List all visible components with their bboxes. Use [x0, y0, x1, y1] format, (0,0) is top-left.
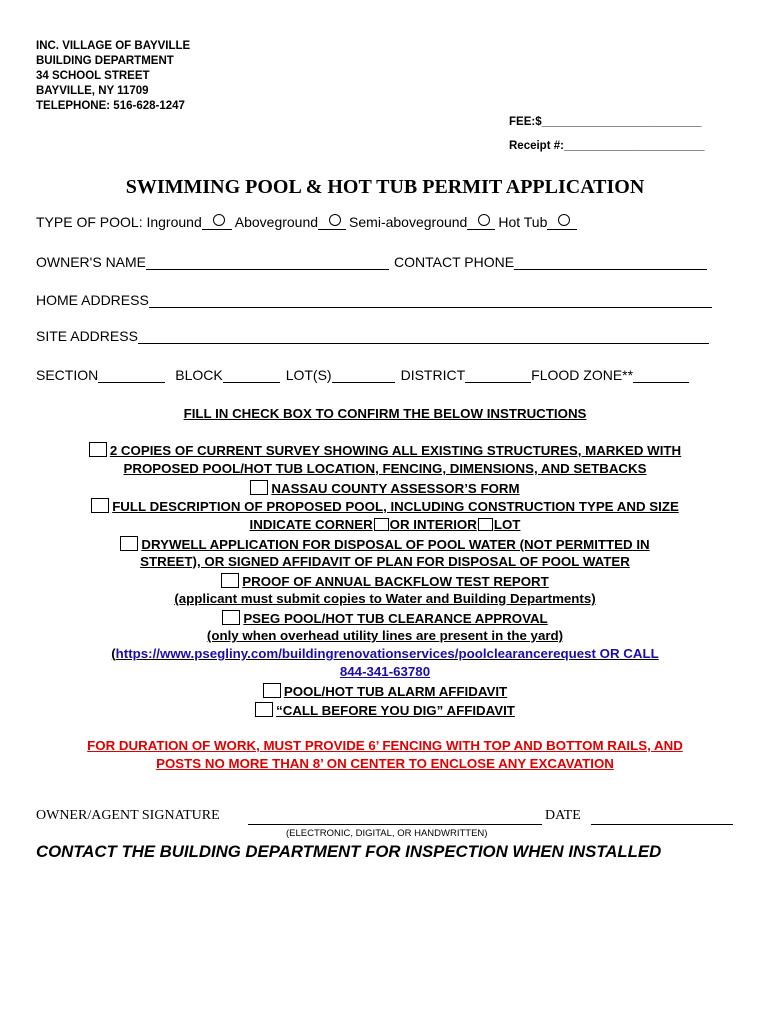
- dig-line: [0, 702, 770, 718]
- block-label: BLOCK: [175, 367, 223, 383]
- home-address-row: [36, 292, 712, 308]
- site-address-field[interactable]: [138, 329, 709, 344]
- hot-tub-radio[interactable]: [558, 214, 570, 226]
- pool-type-row: [36, 214, 577, 230]
- district-field[interactable]: [465, 368, 531, 383]
- backflow-line: [0, 573, 770, 589]
- corner-text: INDICATE CORNER: [249, 517, 373, 532]
- owner-name-field[interactable]: [146, 255, 389, 270]
- site-address-label: SITE ADDRESS: [36, 328, 138, 344]
- assessor-text: NASSAU COUNTY ASSESSOR’S FORM: [271, 481, 520, 496]
- pseg-link[interactable]: https://www.psegliny.com/buildingrenovationservices/poolclearancerequest: [115, 646, 596, 661]
- pseg-line: [0, 610, 770, 626]
- drywell-line-2: STREET), OR SIGNED AFFIDAVIT OF PLAN FOR DISPOSAL OF POOL WATER: [140, 554, 630, 569]
- flood-zone-field[interactable]: [633, 368, 689, 383]
- assessor-line: [0, 480, 770, 496]
- description-text: FULL DESCRIPTION OF PROPOSED POOL, INCLUDING CONSTRUCTION TYPE AND SIZE: [112, 499, 679, 514]
- pseg-checkbox[interactable]: [222, 610, 240, 625]
- pool-type-label: TYPE OF POOL: Inground: [36, 214, 202, 230]
- assessor-checkbox[interactable]: [250, 480, 268, 495]
- owner-name-label: OWNER'S NAME: [36, 254, 147, 270]
- alarm-line: [0, 683, 770, 699]
- contact-phone-field[interactable]: [514, 255, 707, 270]
- description-line: [0, 498, 770, 514]
- site-address-row: [36, 328, 709, 344]
- home-address-label: HOME ADDRESS: [36, 292, 149, 308]
- semi-aboveground-label: Semi-aboveground: [349, 214, 468, 230]
- pseg-link-line: [0, 646, 770, 661]
- header-line: BUILDING DEPARTMENT: [36, 55, 174, 67]
- survey-text: 2 COPIES OF CURRENT SURVEY SHOWING ALL EXISTING STRUCTURES, MARKED WITH: [109, 443, 682, 458]
- instructions-heading: FILL IN CHECK BOX TO CONFIRM THE BELOW INSTRUCTIONS: [183, 406, 587, 421]
- backflow-checkbox[interactable]: [221, 573, 239, 588]
- signature-type-note: (ELECTRONIC, DIGITAL, OR HANDWRITTEN): [286, 828, 488, 839]
- parcel-row: [36, 367, 689, 383]
- fencing-warning-2: POSTS NO MORE THAN 8’ ON CENTER TO ENCLOSE ANY EXCAVATION: [156, 756, 614, 771]
- drywell-checkbox[interactable]: [120, 536, 138, 551]
- backflow-note: (applicant must submit copies to Water and Building Departments): [174, 591, 596, 606]
- fee-field[interactable]: FEE:$_________________________: [509, 116, 702, 128]
- department-header: [36, 39, 190, 114]
- owner-row: [36, 254, 707, 270]
- aboveground-radio[interactable]: [329, 214, 341, 226]
- section-field[interactable]: [98, 368, 165, 383]
- description-checkbox[interactable]: [91, 498, 109, 513]
- alarm-checkbox[interactable]: [263, 683, 281, 698]
- receipt-field[interactable]: Receipt #:______________________: [509, 140, 705, 152]
- interior-text: OR INTERIOR: [389, 517, 477, 532]
- paren-open: (: [111, 646, 116, 661]
- survey-line-2: PROPOSED POOL/HOT TUB LOCATION, FENCING, DIMENSIONS, AND SETBACKS: [123, 461, 647, 476]
- header-line: 34 SCHOOL STREET: [36, 70, 150, 82]
- contact-phone-label: CONTACT PHONE: [394, 254, 515, 270]
- header-line: INC. VILLAGE OF BAYVILLE: [36, 40, 191, 52]
- pseg-phone[interactable]: 844-341-63780: [339, 664, 431, 679]
- hot-tub-label: Hot Tub: [498, 214, 548, 230]
- home-address-field[interactable]: [149, 293, 712, 308]
- lot-text: LOT: [493, 517, 521, 532]
- or-call-text: OR CALL: [595, 646, 659, 661]
- header-line: BAYVILLE, NY 11709: [36, 85, 149, 97]
- inground-radio[interactable]: [213, 214, 225, 226]
- inspection-notice: CONTACT THE BUILDING DEPARTMENT FOR INSPECTION WHEN INSTALLED: [36, 842, 662, 861]
- corner-line: [0, 517, 770, 532]
- pseg-text: PSEG POOL/HOT TUB CLEARANCE APPROVAL: [243, 611, 548, 626]
- section-label: SECTION: [36, 367, 99, 383]
- fencing-warning-1: FOR DURATION OF WORK, MUST PROVIDE 6’ FENCING WITH TOP AND BOTTOM RAILS, AND: [87, 738, 683, 753]
- form-title: SWIMMING POOL & HOT TUB PERMIT APPLICATION: [125, 176, 645, 198]
- dig-text: “CALL BEFORE YOU DIG” AFFIDAVIT: [276, 703, 515, 718]
- semi-aboveground-radio[interactable]: [478, 214, 490, 226]
- interior-lot-checkbox[interactable]: [478, 518, 493, 531]
- flood-zone-label: FLOOD ZONE**: [531, 367, 634, 383]
- date-label: DATE: [545, 808, 581, 823]
- corner-lot-checkbox[interactable]: [374, 518, 389, 531]
- lots-field[interactable]: [332, 368, 395, 383]
- dig-checkbox[interactable]: [255, 702, 273, 717]
- survey-line-1: [0, 442, 770, 458]
- date-field[interactable]: [591, 824, 733, 825]
- lots-label: LOT(S): [285, 367, 332, 383]
- signature-field[interactable]: [248, 824, 542, 825]
- aboveground-label: Aboveground: [234, 214, 319, 230]
- survey-checkbox[interactable]: [89, 442, 107, 457]
- drywell-text: DRYWELL APPLICATION FOR DISPOSAL OF POOL WATER (NOT PERMITTED IN: [141, 537, 650, 552]
- signature-label: OWNER/AGENT SIGNATURE: [36, 808, 220, 823]
- backflow-text: PROOF OF ANNUAL BACKFLOW TEST REPORT: [242, 574, 549, 589]
- pseg-note: (only when overhead utility lines are present in the yard): [206, 628, 564, 643]
- header-line: TELEPHONE: 516-628-1247: [36, 100, 185, 112]
- district-label: DISTRICT: [400, 367, 466, 383]
- alarm-text: POOL/HOT TUB ALARM AFFIDAVIT: [283, 684, 508, 699]
- block-field[interactable]: [223, 368, 280, 383]
- drywell-line-1: [0, 536, 770, 552]
